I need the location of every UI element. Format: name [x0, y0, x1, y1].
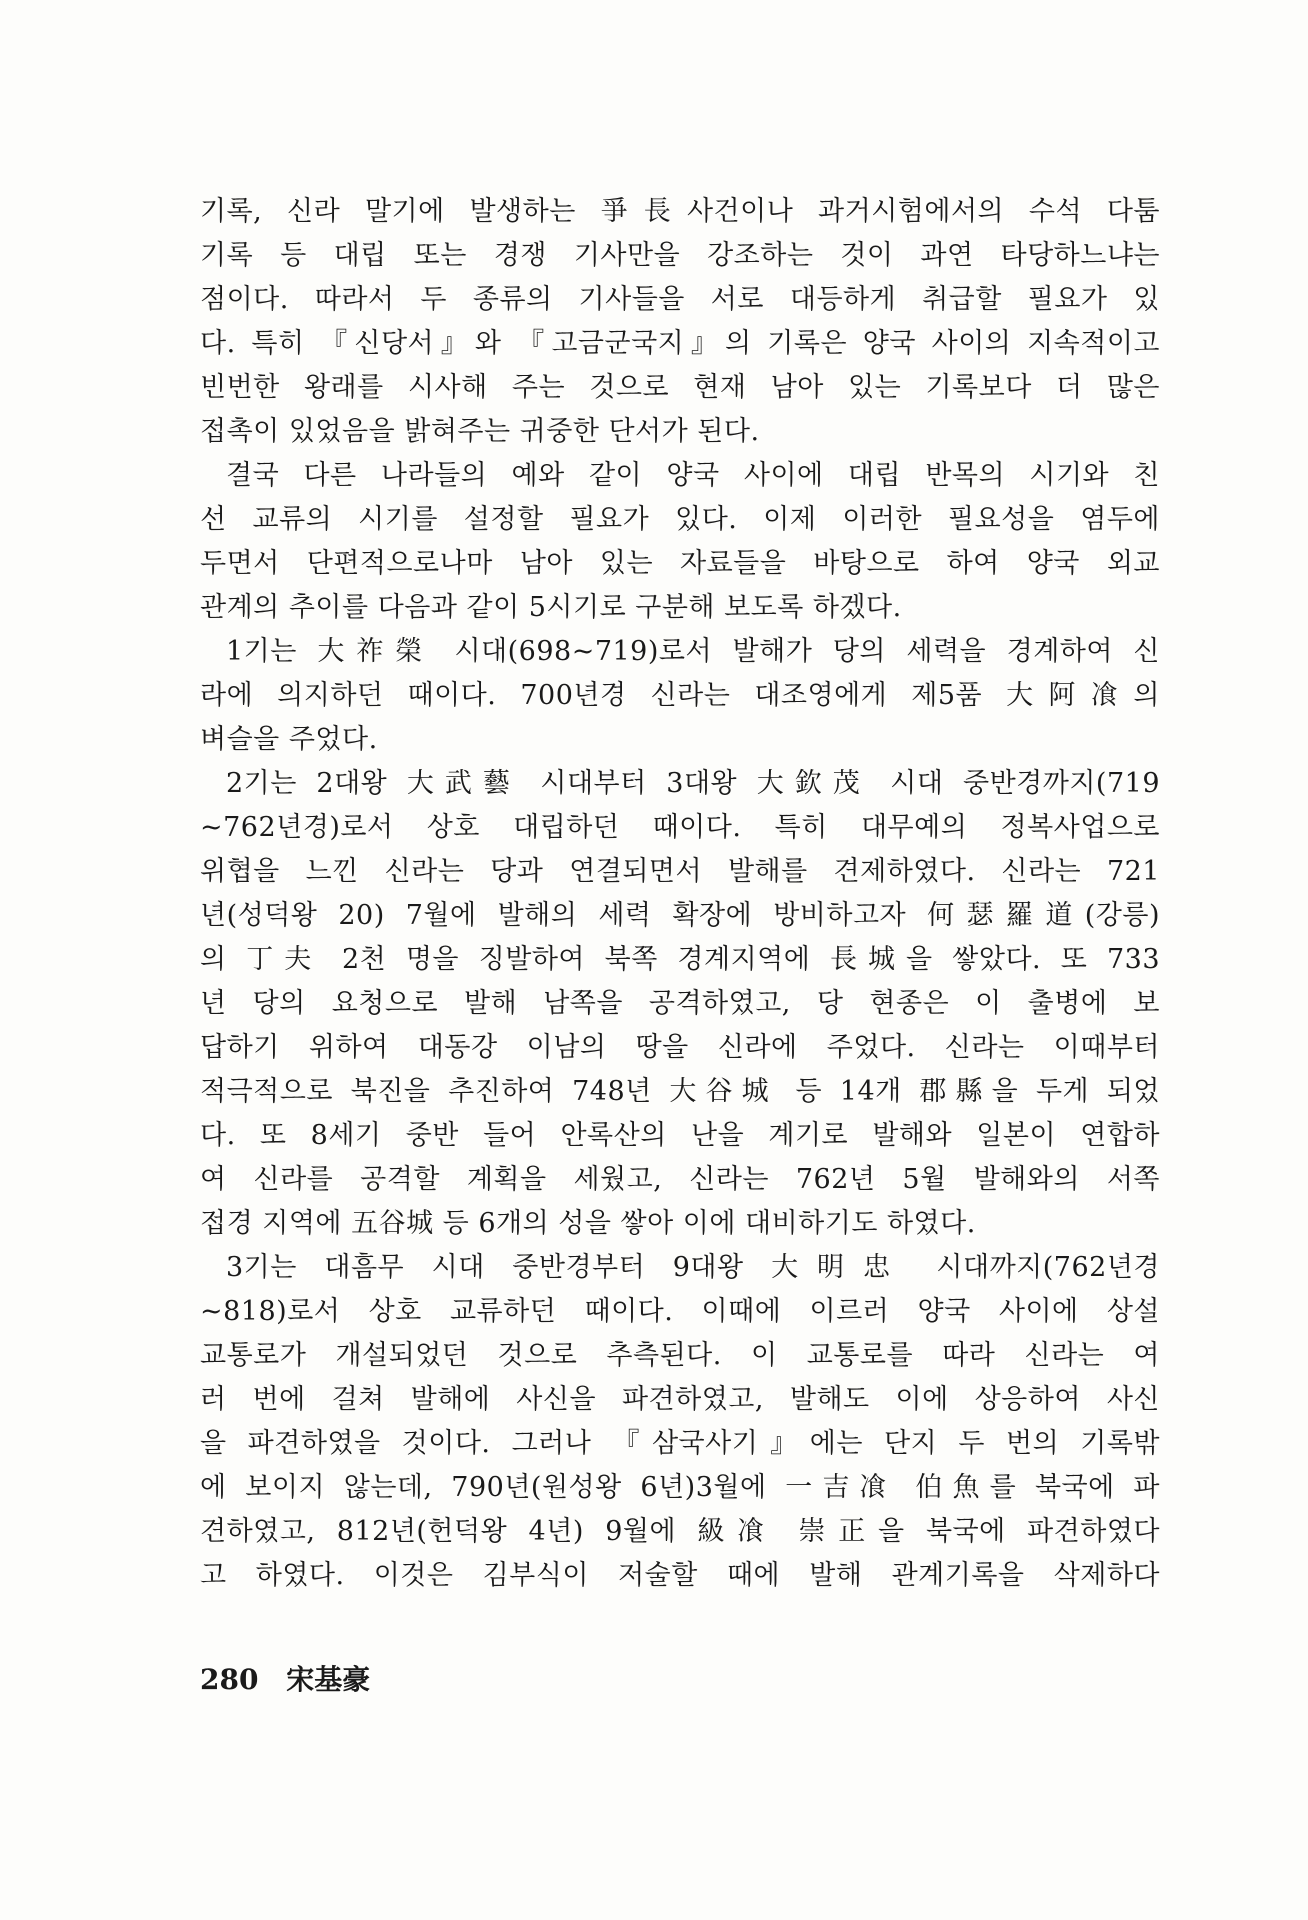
- text-line: 답하기 위하여 대동강 이남의 땅을 신라에 주었다. 신라는 이때부터: [200, 1032, 1160, 1063]
- text-line: 2기는 2대왕 大武藝 시대부터 3대왕 大欽茂 시대 중반경까지(719: [226, 768, 1160, 799]
- text-line: 기록 등 대립 또는 경쟁 기사만을 강조하는 것이 과연 타당하느냐는: [200, 240, 1160, 271]
- text-line: 을 파견하였을 것이다. 그러나 『삼국사기』에는 단지 두 번의 기록밖: [200, 1428, 1160, 1459]
- body-text: [200, 190, 1160, 1598]
- text-line: 결국 다른 나라들의 예와 같이 양국 사이에 대립 반목의 시기와 친: [226, 460, 1160, 491]
- text-line: 의 丁夫 2천 명을 징발하여 북쪽 경계지역에 長城을 쌓았다. 또 733: [200, 944, 1160, 975]
- text-line: 년 당의 요청으로 발해 남쪽을 공격하였고, 당 현종은 이 출병에 보: [200, 988, 1160, 1019]
- text-line: 접경 지역에 五谷城 등 6개의 성을 쌓아 이에 대비하기도 하였다.: [200, 1208, 976, 1239]
- text-line: 다. 또 8세기 중반 들어 안록산의 난을 계기로 발해와 일본이 연합하: [200, 1120, 1160, 1151]
- text-line: 1기는 大祚榮 시대(698~719)로서 발해가 당의 세력을 경계하여 신: [226, 636, 1160, 667]
- text-line: 두면서 단편적으로나마 남아 있는 자료들을 바탕으로 하여 양국 외교: [200, 548, 1160, 579]
- text-line: 선 교류의 시기를 설정할 필요가 있다. 이제 이러한 필요성을 염두에: [200, 504, 1160, 535]
- text-line: 위협을 느낀 신라는 당과 연결되면서 발해를 견제하였다. 신라는 721: [200, 856, 1160, 887]
- text-line: 점이다. 따라서 두 종류의 기사들을 서로 대등하게 취급할 필요가 있: [200, 284, 1160, 315]
- page-number: 280: [200, 1663, 259, 1696]
- text-line: 다. 특히 『신당서』와 『고금군국지』의 기록은 양국 사이의 지속적이고: [200, 328, 1160, 359]
- page-footer: [200, 1658, 388, 1698]
- author-name: 宋基豪: [286, 1663, 371, 1696]
- text-line: 견하였고, 812년(헌덕왕 4년) 9월에 級飡 崇正을 북국에 파견하였다: [200, 1516, 1160, 1547]
- text-line: 접촉이 있었음을 밝혀주는 귀중한 단서가 된다.: [200, 416, 760, 447]
- text-line: 적극적으로 북진을 추진하여 748년 大谷城 등 14개 郡縣을 두게 되었: [200, 1076, 1160, 1107]
- text-line: 3기는 대흠무 시대 중반경부터 9대왕 大明忠 시대까지(762년경: [226, 1252, 1160, 1283]
- text-line: 빈번한 왕래를 시사해 주는 것으로 현재 남아 있는 기록보다 더 많은: [200, 372, 1160, 403]
- text-line: 교통로가 개설되었던 것으로 추측된다. 이 교통로를 따라 신라는 여: [200, 1340, 1160, 1371]
- text-line: 여 신라를 공격할 계획을 세웠고, 신라는 762년 5월 발해와의 서쪽: [200, 1164, 1160, 1195]
- text-line: 기록, 신라 말기에 발생하는 爭長사건이나 과거시험에서의 수석 다툼: [200, 196, 1160, 227]
- text-line: 벼슬을 주었다.: [200, 724, 378, 755]
- text-line: 년(성덕왕 20) 7월에 발해의 세력 확장에 방비하고자 何瑟羅道(강릉): [200, 900, 1160, 931]
- text-line: 러 번에 걸쳐 발해에 사신을 파견하였고, 발해도 이에 상응하여 사신: [200, 1384, 1160, 1415]
- text-line: ~762년경)로서 상호 대립하던 때이다. 특히 대무예의 정복사업으로: [200, 812, 1160, 843]
- text-line: ~818)로서 상호 교류하던 때이다. 이때에 이르러 양국 사이에 상설: [200, 1296, 1160, 1327]
- text-line: 관계의 추이를 다음과 같이 5시기로 구분해 보도록 하겠다.: [200, 592, 902, 623]
- text-line: 고 하였다. 이것은 김부식이 저술할 때에 발해 관계기록을 삭제하다: [200, 1560, 1160, 1591]
- text-line: 에 보이지 않는데, 790년(원성왕 6년)3월에 一吉飡 伯魚를 북국에 파: [200, 1472, 1160, 1503]
- text-line: 라에 의지하던 때이다. 700년경 신라는 대조영에게 제5품 大阿飡의: [200, 680, 1160, 711]
